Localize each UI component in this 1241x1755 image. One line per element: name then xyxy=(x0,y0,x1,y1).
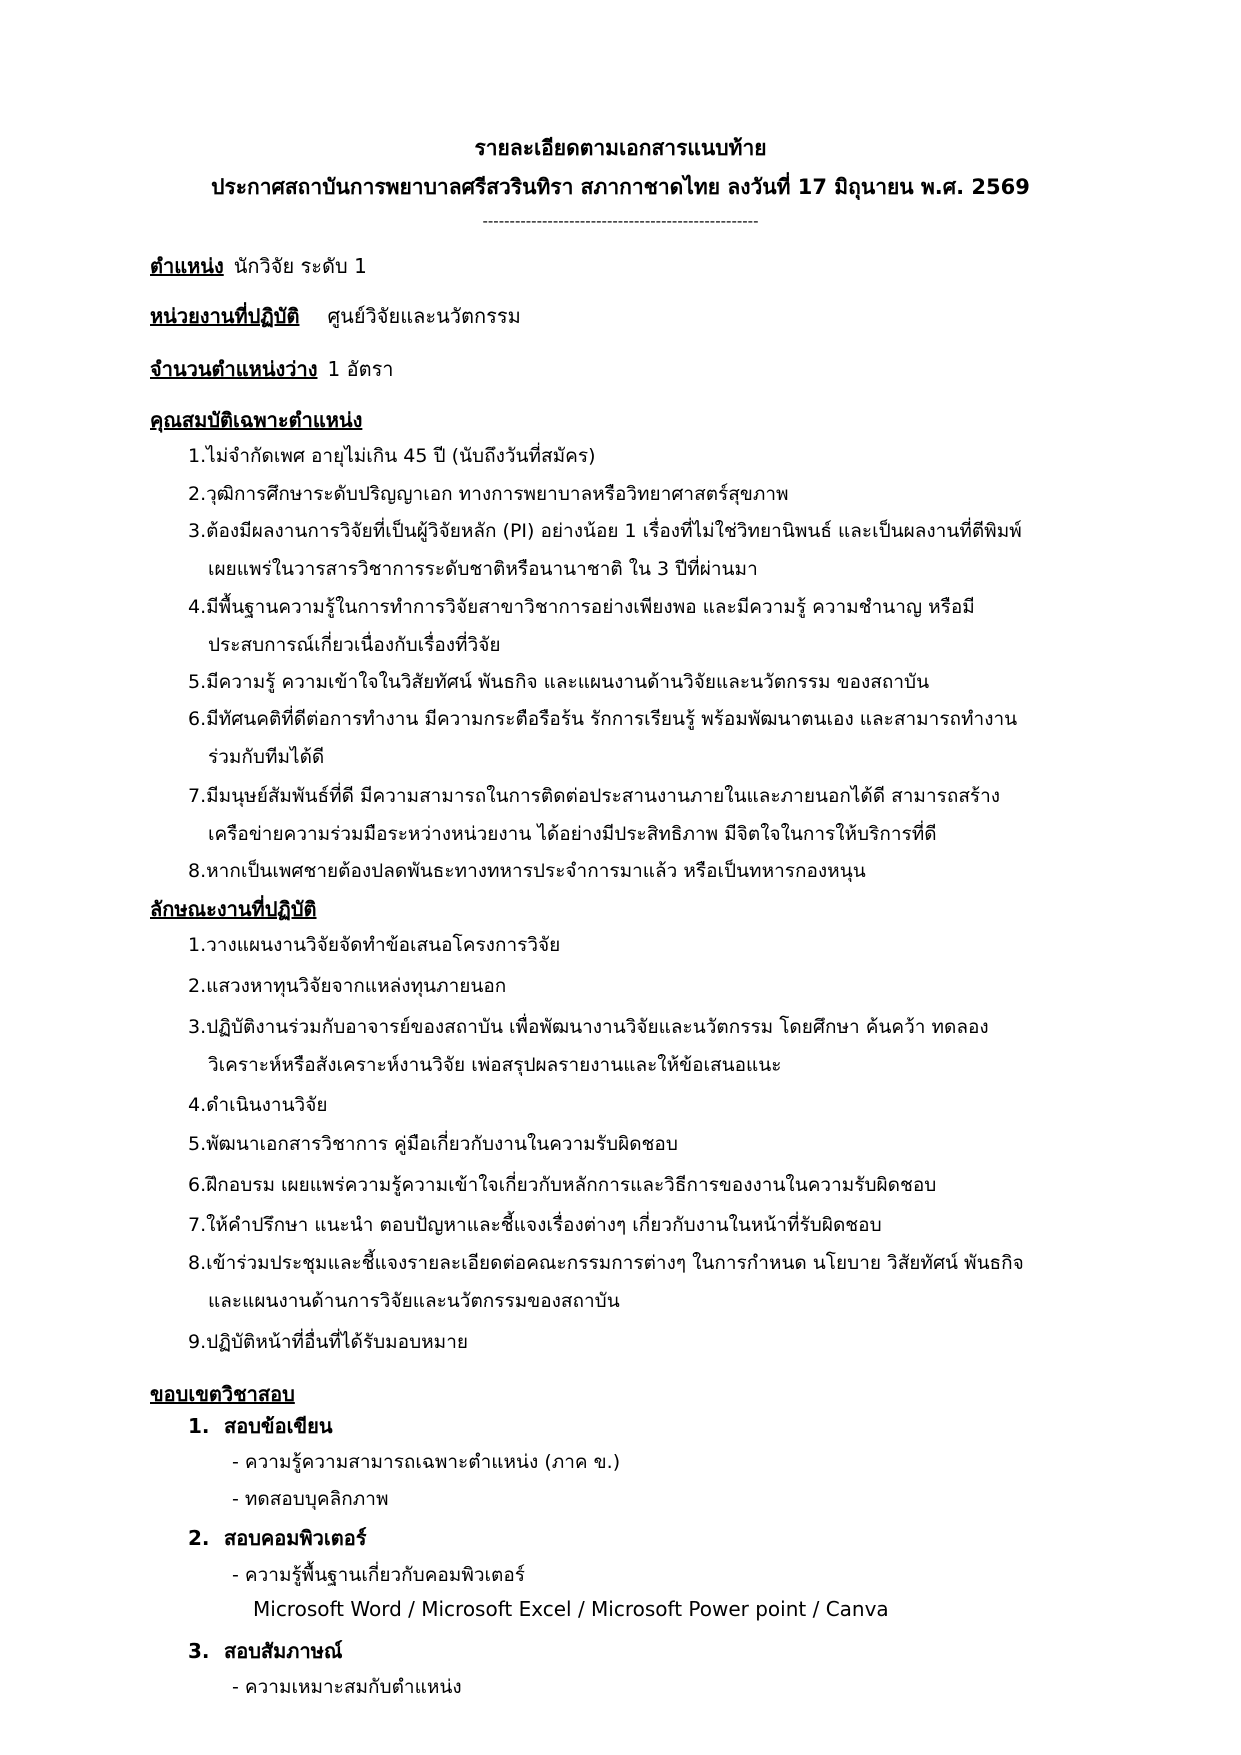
duty-item-1 xyxy=(188,926,1093,964)
duty-item-5 xyxy=(188,1125,1093,1163)
qualification-item-number: 7. xyxy=(188,785,207,807)
duty-item-8 xyxy=(188,1244,1093,1320)
qualification-item-text: มีมนุษย์สัมพันธ์ที่ดี มีความสามารถในการติดต่อประสานงานภายในและภายนอกได้ดี สามารถสร้าง xyxy=(206,785,1001,807)
qualification-item-line: เผยแพร่ในวารสารวิชาการระดับชาติหรือนานาชาติ ใน 3 ปีที่ผ่านมา xyxy=(208,558,758,580)
qualifications-title: คุณสมบัติเฉพาะตำแหน่ง xyxy=(150,408,363,432)
vacancy-value: 1 อัตรา xyxy=(327,357,394,381)
exam-part-title xyxy=(188,1635,342,1667)
qualification-item-line: ประสบการณ์เกี่ยวเนื่องกับเรื่องที่วิจัย xyxy=(208,634,501,656)
qualification-item-line xyxy=(188,437,1093,475)
duties-title: ลักษณะงานที่ปฏิบัติ xyxy=(150,897,317,921)
exam-software-list: Microsoft Word / Microsoft Excel / Microsoft Power point / Canva xyxy=(253,1597,889,1621)
duty-item-number: 7. xyxy=(188,1214,207,1236)
exam-sub-item: - ความเหมาะสมกับตำแหน่ง xyxy=(232,1676,462,1698)
qualification-item-number: 8. xyxy=(188,860,207,882)
duty-item-line xyxy=(188,1086,1093,1124)
qualification-item-text: วุฒิการศึกษาระดับปริญญาเอก ทางการพยาบาลหรือวิทยาศาสตร์สุขภาพ xyxy=(206,483,789,505)
duty-item-text: วางแผนงานวิจัยจัดทำข้อเสนอโครงการวิจัย xyxy=(206,934,561,956)
duty-item-line xyxy=(188,967,1093,1005)
qualification-item-number: 5. xyxy=(188,671,207,693)
duty-item-line: วิเคราะห์หรือสังเคราะห์งานวิจัย เพ่อสรุปผลรายงานและให้ข้อเสนอแนะ xyxy=(208,1054,782,1076)
qualification-item-number: 6. xyxy=(188,708,207,730)
duty-item-9 xyxy=(188,1323,1093,1361)
qualification-item-text: มีทัศนคติที่ดีต่อการทำงาน มีความกระตือรือร้น รักการเรียนรู้ พร้อมพัฒนาตนเอง และสามารถทำงาน xyxy=(206,708,1018,730)
exam-part-number: 1. xyxy=(188,1414,210,1438)
qualification-item-5 xyxy=(188,663,1093,701)
exam-part-label: สอบคอมพิวเตอร์ xyxy=(224,1526,367,1550)
qualification-item-8 xyxy=(188,852,1093,890)
qualification-item-number: 3. xyxy=(188,520,207,542)
qualification-item-2 xyxy=(188,475,1093,513)
qualification-item-line: เครือข่ายความร่วมมือระหว่างหน่วยงาน ได้อย่างมีประสิทธิภาพ มีจิตใจในการให้บริการที่ดี xyxy=(208,823,937,845)
duty-item-text: ฝึกอบรม เผยแพร่ความรู้ความเข้าใจเกี่ยวกับหลักการและวิธีการของงานในความรับผิดชอบ xyxy=(206,1174,937,1196)
duty-item-text: ดำเนินงานวิจัย xyxy=(206,1094,328,1116)
document-subtitle: ประกาศสถาบันการพยาบาลศรีสวรินทิรา สภากาชาดไทย ลงวันที่ 17 มิถุนายน พ.ศ. 2569 xyxy=(211,175,1030,199)
duty-item-number: 8. xyxy=(188,1252,207,1274)
duty-item-2 xyxy=(188,967,1093,1005)
duty-item-number: 9. xyxy=(188,1331,207,1353)
duty-item-text: ปฏิบัติหน้าที่อื่นที่ได้รับมอบหมาย xyxy=(206,1331,468,1353)
qualification-item-number: 2. xyxy=(188,483,207,505)
qualification-item-number: 4. xyxy=(188,596,207,618)
duty-item-4 xyxy=(188,1086,1093,1124)
vacancy-field xyxy=(150,353,394,385)
qualification-item-7 xyxy=(188,777,1093,853)
duty-item-line xyxy=(188,1206,1093,1244)
qualification-item-4 xyxy=(188,588,1093,664)
qualification-item-text: มีพื้นฐานความรู้ในการทำการวิจัยสาขาวิชาการอย่างเพียงพอ และมีความรู้ ความชำนาญ หรือมี xyxy=(206,596,975,618)
qualification-item-line xyxy=(188,588,1093,626)
duty-item-line xyxy=(188,1244,1093,1282)
qualification-item-line xyxy=(188,777,1093,815)
duty-item-number: 4. xyxy=(188,1094,207,1116)
header-divider: --------------------------------------------------- xyxy=(482,212,759,230)
exam-title: ขอบเขตวิชาสอบ xyxy=(150,1382,295,1406)
duty-item-text: ให้คำปรึกษา แนะนำ ตอบปัญหาและชี้แจงเรื่องต่างๆ เกี่ยวกับงานในหน้าที่รับผิดชอบ xyxy=(206,1214,882,1236)
qualification-item-line xyxy=(188,852,1093,890)
qualification-item-line xyxy=(188,663,1093,701)
duty-item-number: 6. xyxy=(188,1174,207,1196)
vacancy-label: จำนวนตำแหน่งว่าง xyxy=(150,357,318,381)
duty-item-line xyxy=(188,1166,1093,1204)
duty-item-text: ปฏิบัติงานร่วมกับอาจารย์ของสถาบัน เพื่อพัฒนางานวิจัยและนวัตกรรม โดยศึกษา ค้นคว้า ทดลอง xyxy=(206,1016,989,1038)
qualification-item-3 xyxy=(188,512,1093,588)
qualification-item-6 xyxy=(188,700,1093,776)
position-value: นักวิจัย ระดับ 1 xyxy=(233,254,367,278)
unit-label: หน่วยงานที่ปฏิบัติ xyxy=(150,304,300,328)
qualification-item-number: 1. xyxy=(188,445,207,467)
position-label: ตำแหน่ง xyxy=(150,254,224,278)
qualification-item-text: หากเป็นเพศชายต้องปลดพันธะทางทหารประจำการมาแล้ว หรือเป็นทหารกองหนุน xyxy=(206,860,866,882)
document-title: รายละเอียดตามเอกสารแนบท้าย xyxy=(474,136,767,160)
unit-field xyxy=(150,300,521,332)
exam-part-number: 2. xyxy=(188,1526,210,1550)
duty-item-3 xyxy=(188,1008,1093,1084)
duty-item-line xyxy=(188,926,1093,964)
unit-value: ศูนย์วิจัยและนวัตกรรม xyxy=(327,304,521,328)
duty-item-number: 1. xyxy=(188,934,207,956)
duty-item-text: เข้าร่วมประชุมและชี้แจงรายละเอียดต่อคณะกรรมการต่างๆ ในการกำหนด นโยบาย วิสัยทัศน์ พันธกิจ xyxy=(206,1252,1024,1274)
duty-item-number: 5. xyxy=(188,1133,207,1155)
exam-part-title xyxy=(188,1522,366,1554)
exam-part-number: 3. xyxy=(188,1639,210,1663)
qualification-item-line: ร่วมกับทีมได้ดี xyxy=(208,746,325,768)
duty-item-6 xyxy=(188,1166,1093,1204)
duty-item-line xyxy=(188,1323,1093,1361)
qualification-item-text: ต้องมีผลงานการวิจัยที่เป็นผู้วิจัยหลัก (PI) อย่างน้อย 1 เรื่องที่ไม่ใช่วิทยานิพนธ์ และเป็นผลงานที่ตีพิมพ์ xyxy=(206,520,1022,542)
duty-item-line xyxy=(188,1008,1093,1046)
qualification-item-line xyxy=(188,700,1093,738)
duty-item-text: พัฒนาเอกสารวิชาการ คู่มือเกี่ยวกับงานในความรับผิดชอบ xyxy=(206,1133,678,1155)
duty-item-text: แสวงหาทุนวิจัยจากแหล่งทุนภายนอก xyxy=(206,975,507,997)
exam-sub-item: - ทดสอบบุคลิกภาพ xyxy=(232,1488,389,1510)
duty-item-7 xyxy=(188,1206,1093,1244)
duty-item-line xyxy=(188,1125,1093,1163)
duty-item-line: และแผนงานด้านการวิจัยและนวัตกรรมของสถาบัน xyxy=(208,1290,620,1312)
exam-part-title xyxy=(188,1410,333,1442)
qualification-item-text: มีความรู้ ความเข้าใจในวิสัยทัศน์ พันธกิจ และแผนงานด้านวิจัยและนวัตกรรม ของสถาบัน xyxy=(206,671,930,693)
qualification-item-line xyxy=(188,475,1093,513)
qualification-item-1 xyxy=(188,437,1093,475)
duty-item-number: 3. xyxy=(188,1016,207,1038)
exam-sub-item: - ความรู้ความสามารถเฉพาะตำแหน่ง (ภาค ข.) xyxy=(232,1451,621,1473)
qualification-item-line xyxy=(188,512,1093,550)
position-field xyxy=(150,250,367,282)
exam-part-label: สอบสัมภาษณ์ xyxy=(224,1639,343,1663)
qualification-item-text: ไม่จำกัดเพศ อายุไม่เกิน 45 ปี (นับถึงวันที่สมัคร) xyxy=(206,445,596,467)
duty-item-number: 2. xyxy=(188,975,207,997)
exam-part-label: สอบข้อเขียน xyxy=(224,1414,333,1438)
exam-sub-item: - ความรู้พื้นฐานเกี่ยวกับคอมพิวเตอร์ xyxy=(232,1564,525,1586)
